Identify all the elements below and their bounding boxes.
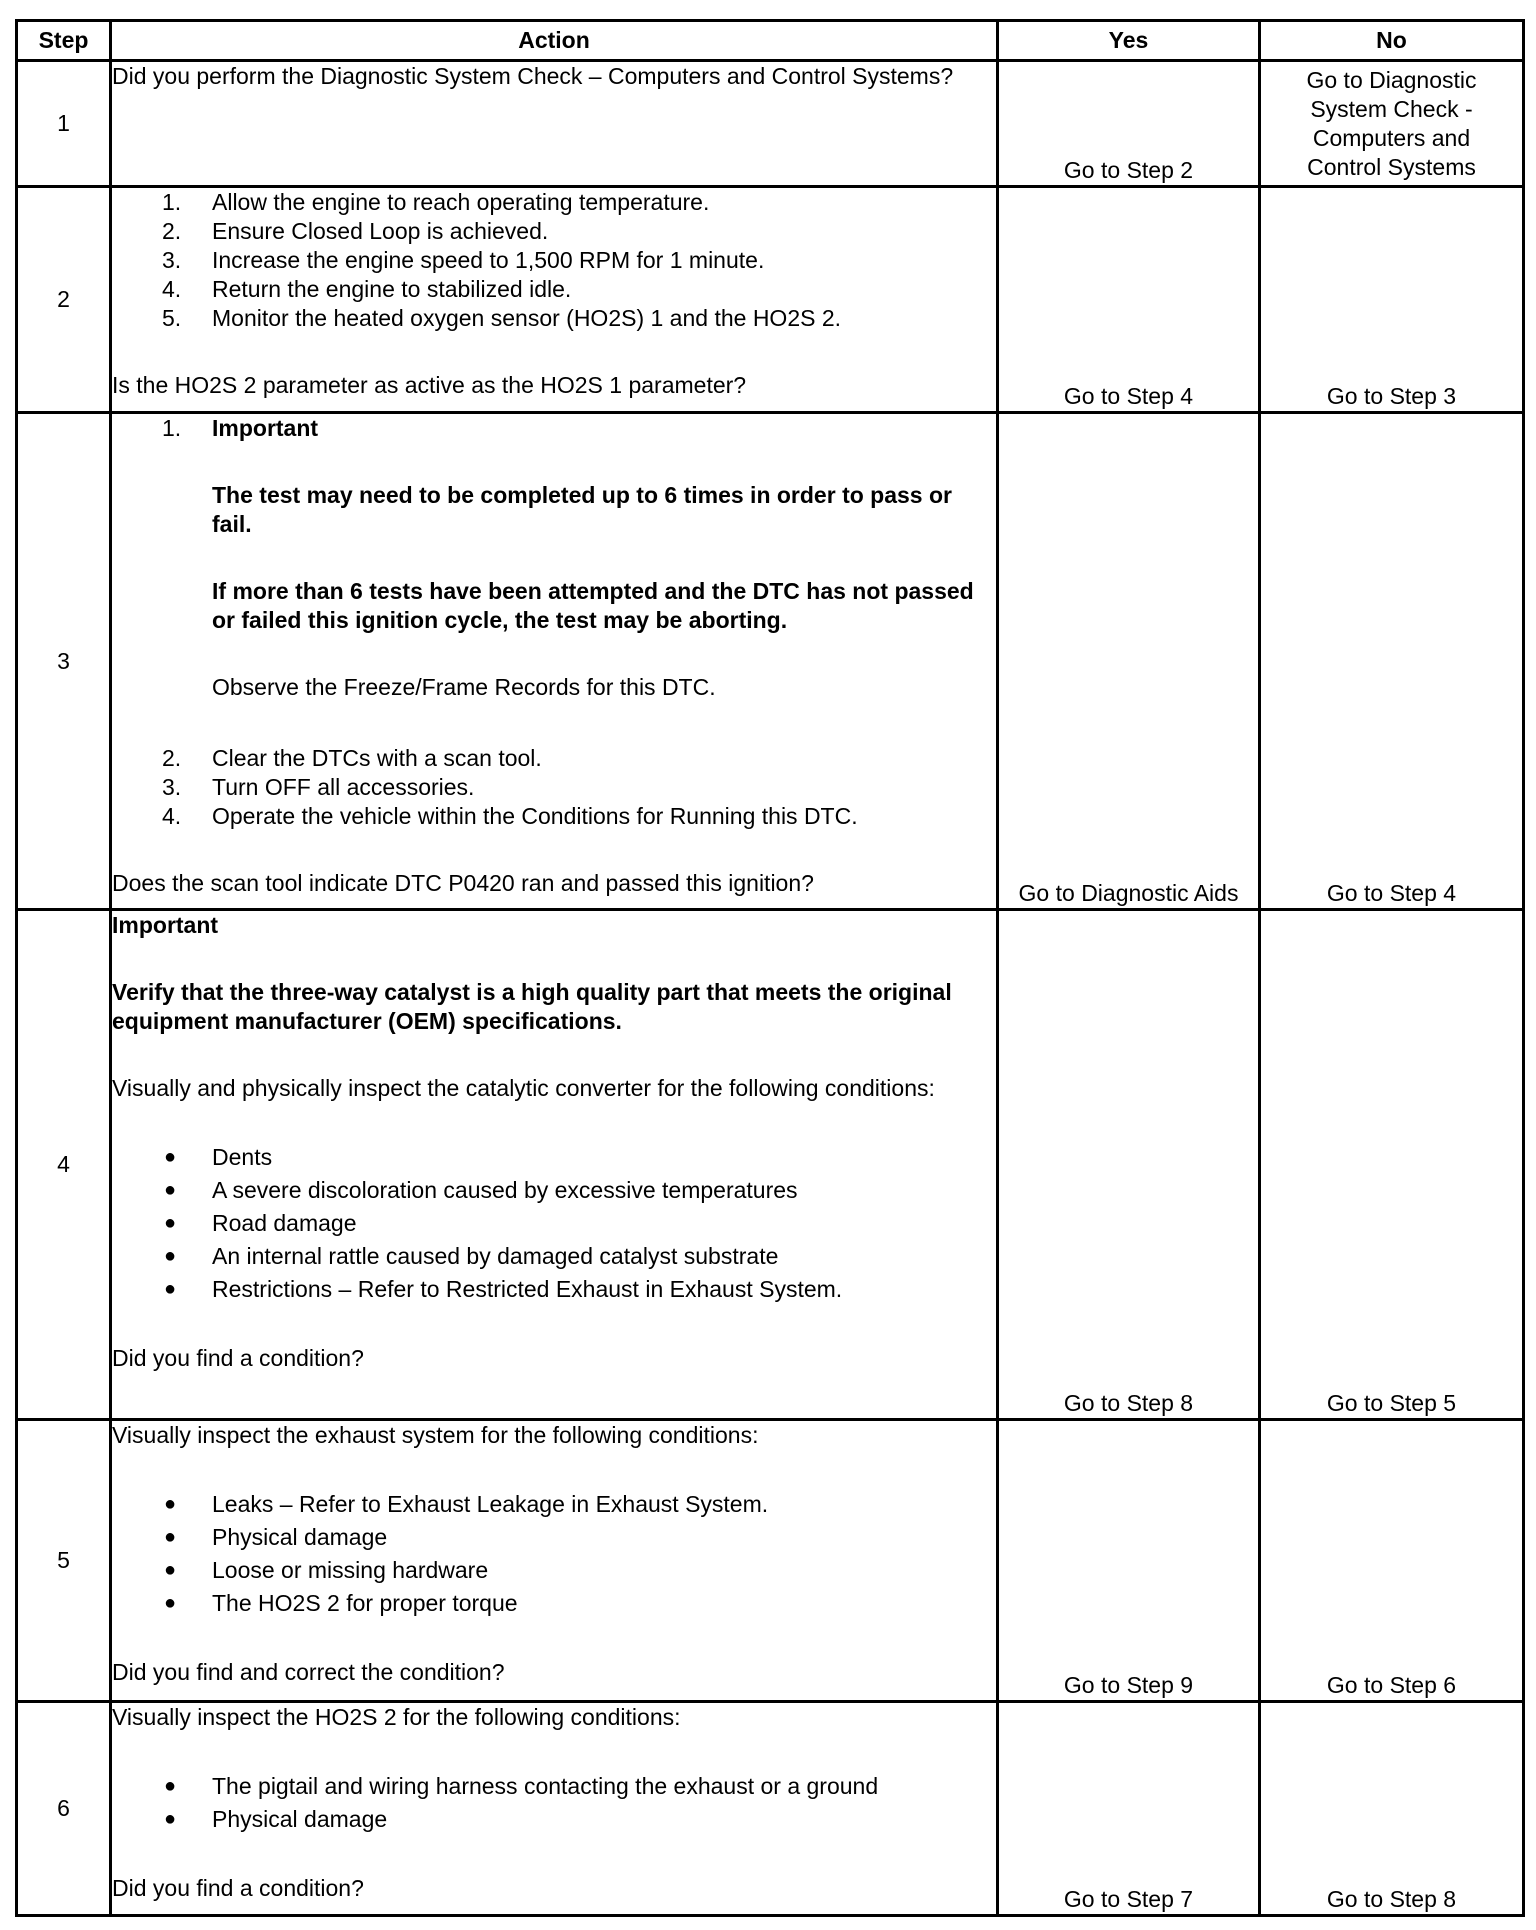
action-intro: Visually and physically inspect the catalytic converter for the following conditions:	[112, 1075, 935, 1101]
action-question: Did you find a condition?	[112, 1345, 364, 1371]
list-item: 5. Monitor the heated oxygen sensor (HO2S) 1 and the HO2S 2.	[162, 305, 842, 331]
no-cell	[1260, 61, 1524, 187]
condition-list	[112, 1770, 996, 1836]
yes-cell: Go to Step 2	[998, 61, 1260, 187]
list-item: 4. Return the engine to stabilized idle.	[162, 276, 572, 302]
observe-note: Observe the Freeze/Frame Records for this DTC.	[212, 674, 716, 700]
header-yes: Yes	[998, 21, 1260, 61]
numbered-steps	[112, 188, 996, 333]
important-label: Important	[212, 415, 319, 441]
table-row	[17, 61, 1524, 187]
step-number: 2	[17, 187, 111, 413]
no-text: Go to Diagnostic System Check - Computers and Control Systems	[1306, 67, 1477, 180]
table-row	[17, 187, 1524, 413]
no-cell: Go to Step 4	[1260, 413, 1524, 910]
condition-list	[112, 1141, 996, 1306]
action-intro: Visually inspect the HO2S 2 for the following conditions:	[112, 1704, 681, 1730]
step-number: 4	[17, 910, 111, 1420]
action-question: Did you find and correct the condition?	[112, 1659, 505, 1685]
important-label: Important	[112, 912, 219, 938]
important-note: Verify that the three-way catalyst is a high quality part that meets the original equipment manufacturer (OEM) specifications.	[112, 979, 952, 1034]
no-cell: Go to Step 6	[1260, 1420, 1524, 1702]
step-number: 3	[17, 413, 111, 910]
step-number: 6	[17, 1702, 111, 1916]
numbered-steps	[112, 744, 996, 831]
list-item: 3. Turn OFF all accessories.	[162, 774, 475, 800]
list-item: ● Physical damage	[164, 1524, 388, 1550]
yes-cell: Go to Diagnostic Aids	[998, 413, 1260, 910]
step-number: 1	[17, 61, 111, 187]
diagnostic-table-sheet	[15, 19, 1522, 1912]
list-item: ● The HO2S 2 for proper torque	[164, 1590, 518, 1616]
action-cell	[111, 1420, 998, 1702]
list-item: 1. Important	[162, 415, 319, 441]
table-row	[17, 910, 1524, 1420]
important-note: If more than 6 tests have been attempted and the DTC has not passed or failed this ignition cycle, the test may be aborting.	[212, 578, 974, 633]
action-cell	[111, 187, 998, 413]
list-item: ● Loose or missing hardware	[164, 1557, 489, 1583]
action-intro: Visually inspect the exhaust system for the following conditions:	[112, 1422, 759, 1448]
header-action: Action	[111, 21, 998, 61]
list-item: ● Leaks – Refer to Exhaust Leakage in Exhaust System.	[164, 1491, 769, 1517]
list-item: ● A severe discoloration caused by excessive temperatures	[164, 1177, 798, 1203]
list-item: 3. Increase the engine speed to 1,500 RPM for 1 minute.	[162, 247, 765, 273]
diagnostic-table	[15, 19, 1525, 1917]
action-question: Is the HO2S 2 parameter as active as the HO2S 1 parameter?	[112, 372, 747, 398]
table-row	[17, 1420, 1524, 1702]
list-item: 1. Allow the engine to reach operating temperature.	[162, 189, 710, 215]
header-no: No	[1260, 21, 1524, 61]
list-item: ● Dents	[164, 1144, 273, 1170]
step-number: 5	[17, 1420, 111, 1702]
no-cell: Go to Step 8	[1260, 1702, 1524, 1916]
list-item: 2. Clear the DTCs with a scan tool.	[162, 745, 542, 771]
header-step: Step	[17, 21, 111, 61]
action-question: Did you perform the Diagnostic System Check – Computers and Control Systems?	[112, 63, 954, 89]
yes-cell: Go to Step 4	[998, 187, 1260, 413]
yes-cell: Go to Step 7	[998, 1702, 1260, 1916]
list-item: 4. Operate the vehicle within the Conditions for Running this DTC.	[162, 803, 858, 829]
list-item: ● The pigtail and wiring harness contacting the exhaust or a ground	[164, 1773, 879, 1799]
list-item: ● Physical damage	[164, 1806, 388, 1832]
no-cell: Go to Step 3	[1260, 187, 1524, 413]
action-cell	[111, 1702, 998, 1916]
table-row	[17, 1702, 1524, 1916]
list-item: 2. Ensure Closed Loop is achieved.	[162, 218, 549, 244]
action-question: Does the scan tool indicate DTC P0420 ran and passed this ignition?	[112, 870, 814, 896]
action-cell	[111, 910, 998, 1420]
action-cell	[111, 61, 998, 187]
header-row	[17, 21, 1524, 61]
table-row	[17, 413, 1524, 910]
important-note: The test may need to be completed up to 6 times in order to pass or fail.	[212, 482, 952, 537]
numbered-steps	[112, 414, 996, 443]
list-item: ● Restrictions – Refer to Restricted Exhaust in Exhaust System.	[164, 1276, 843, 1302]
yes-cell: Go to Step 8	[998, 910, 1260, 1420]
yes-cell: Go to Step 9	[998, 1420, 1260, 1702]
action-question: Did you find a condition?	[112, 1875, 364, 1901]
list-item: ● An internal rattle caused by damaged catalyst substrate	[164, 1243, 779, 1269]
action-cell	[111, 413, 998, 910]
list-item: ● Road damage	[164, 1210, 357, 1236]
condition-list	[112, 1488, 996, 1620]
no-cell: Go to Step 5	[1260, 910, 1524, 1420]
